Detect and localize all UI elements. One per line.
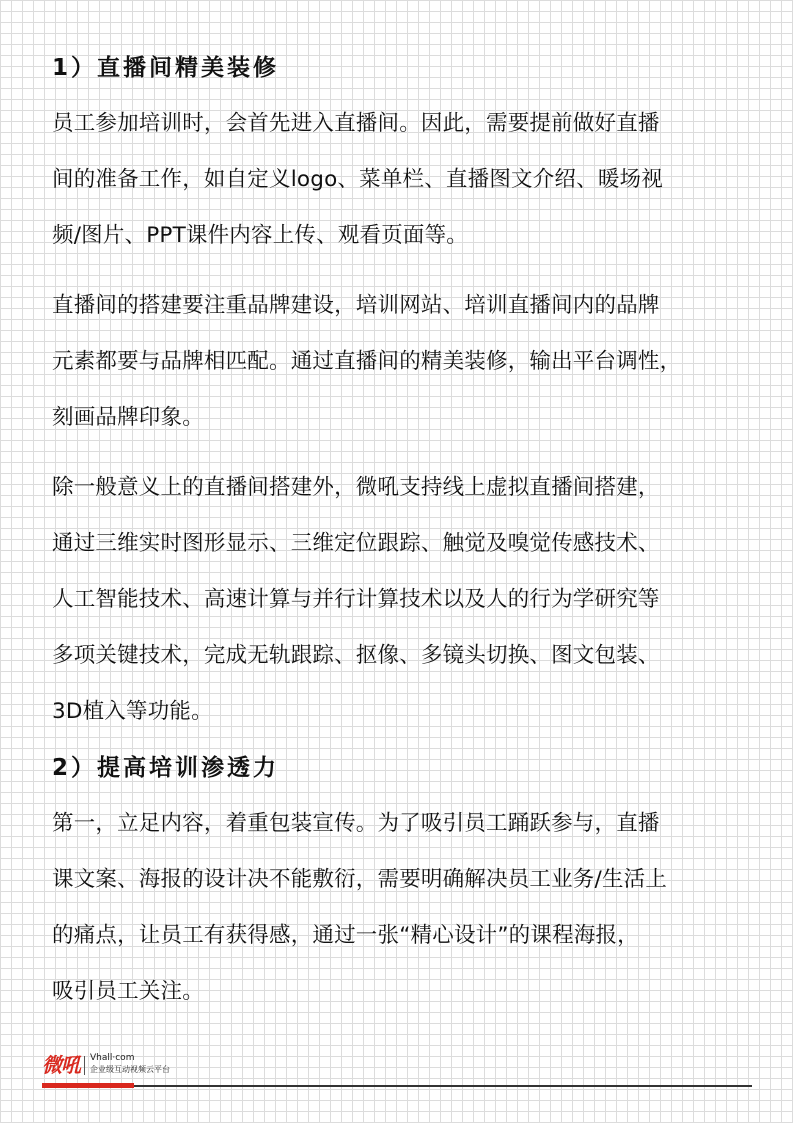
vhall-logo: 微吼 <box>42 1053 80 1077</box>
section-1-paragraph-2 <box>52 278 752 446</box>
text-line: 3D植入等功能。 <box>52 699 213 724</box>
section-2-paragraph-1 <box>52 796 752 1020</box>
text-line: 间的准备工作，如自定义logo、菜单栏、直播图文介绍、暖场视 <box>52 167 663 192</box>
logo-divider <box>84 1056 85 1075</box>
text-line: 除一般意义上的直播间搭建外，微吼支持线上虚拟直播间搭建， <box>52 475 660 500</box>
site-name: Vhall·com <box>90 1053 135 1063</box>
text-line: 刻画品牌印象。 <box>52 405 204 430</box>
footer-accent-bar <box>42 1083 134 1088</box>
text-line: 员工参加培训时，会首先进入直播间。因此，需要提前做好直播 <box>52 111 660 136</box>
document-body <box>52 40 752 1034</box>
text-line: 第一，立足内容，着重包装宣传。为了吸引员工踊跃参与，直播 <box>52 811 660 836</box>
text-line: 频/图片、PPT课件内容上传、观看页面等。 <box>52 223 469 248</box>
text-line: 的痛点，让员工有获得感，通过一张“精心设计”的课程海报， <box>52 923 639 948</box>
text-line: 课文案、海报的设计决不能敷衍，需要明确解决员工业务/生活上 <box>52 867 668 892</box>
text-line: 多项关键技术，完成无轨跟踪、抠像、多镜头切换、图文包装、 <box>52 643 660 668</box>
text-line: 通过三维实时图形显示、三维定位跟踪、触觉及嗅觉传感技术、 <box>52 531 660 556</box>
section-1-paragraph-3 <box>52 460 752 740</box>
site-tagline: 企业级互动视频云平台 <box>90 1065 170 1074</box>
text-line: 直播间的搭建要注重品牌建设，培训网站、培训直播间内的品牌 <box>52 293 660 318</box>
text-line: 元素都要与品牌相匹配。通过直播间的精美装修，输出平台调性， <box>52 349 682 374</box>
section-1-paragraph-1 <box>52 96 752 264</box>
text-line: 吸引员工关注。 <box>52 979 204 1004</box>
section-2-heading: 2）提高培训渗透力 <box>52 755 280 781</box>
section-1-heading: 1）直播间精美装修 <box>52 55 280 81</box>
footer-rule <box>134 1085 752 1087</box>
text-line: 人工智能技术、高速计算与并行计算技术以及人的行为学研究等 <box>52 587 660 612</box>
page-footer <box>0 1052 793 1092</box>
